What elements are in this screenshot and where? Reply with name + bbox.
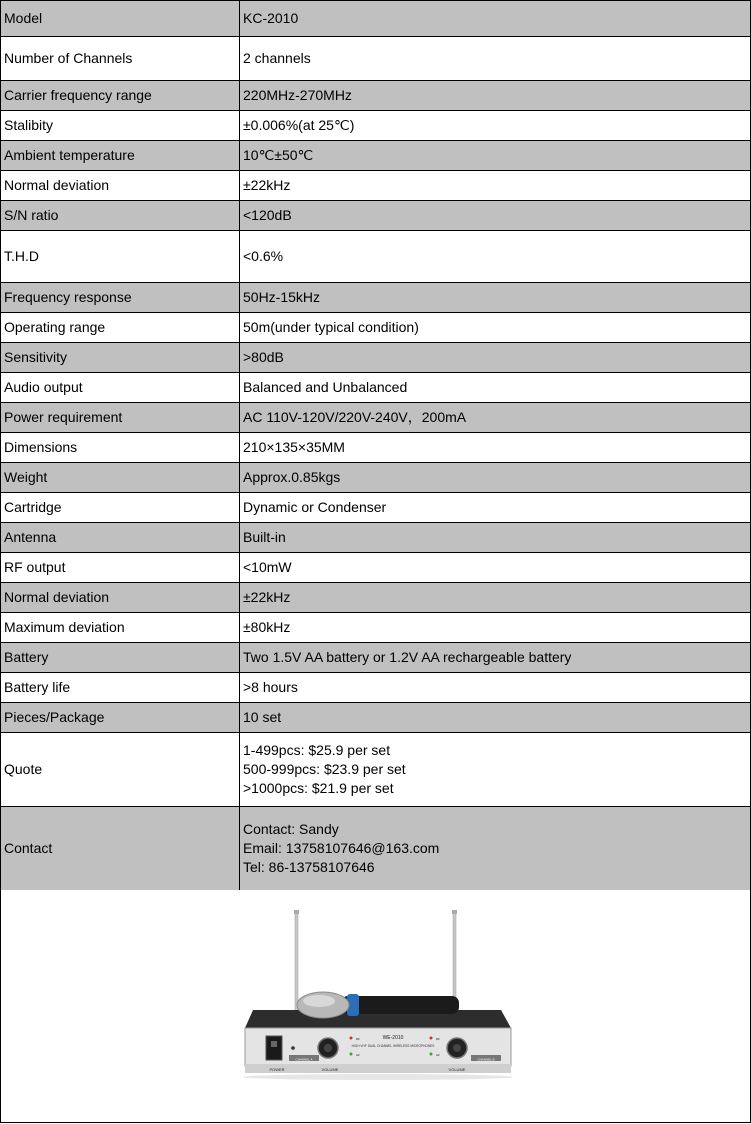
spec-value: 220MHz-270MHz	[240, 81, 751, 111]
spec-row	[1, 313, 751, 343]
spec-label: Maximum deviation	[1, 613, 240, 643]
device-rf-text-b: RF	[436, 1037, 440, 1041]
spec-row	[1, 231, 751, 283]
contact-phone: Tel: 86-13758107646	[243, 859, 375, 875]
device-volume-text-a: VOLUME	[321, 1067, 339, 1072]
quote-line: >1000pcs: $21.9 per set	[243, 780, 394, 796]
spec-value: 50m(under typical condition)	[240, 313, 751, 343]
spec-value: Built-in	[240, 523, 751, 553]
contact-value	[240, 807, 751, 891]
device-power-text: POWER	[269, 1067, 285, 1072]
channel-b-af-led	[430, 1053, 433, 1056]
spec-row	[1, 523, 751, 553]
spec-value: AC 110V-120V/220V-240V，200mA	[240, 403, 751, 433]
channel-b-rf-led	[430, 1037, 433, 1040]
device-model-text: WE-2010	[382, 1035, 404, 1041]
spec-label: Audio output	[1, 373, 240, 403]
spec-label: Battery	[1, 643, 240, 673]
receiver-illustration	[1, 890, 750, 1122]
microphone-grille-highlight	[303, 995, 335, 1007]
spec-row	[1, 703, 751, 733]
power-switch-rocker	[271, 1041, 277, 1047]
channel-a-af-led	[350, 1053, 353, 1056]
spec-value: <10mW	[240, 553, 751, 583]
spec-label: Model	[1, 1, 240, 37]
spec-label: Stalibity	[1, 111, 240, 141]
spec-row	[1, 37, 751, 81]
contact-label: Contact	[1, 807, 240, 891]
spec-label: RF output	[1, 553, 240, 583]
spec-value: >8 hours	[240, 673, 751, 703]
spec-row	[1, 171, 751, 201]
product-photo	[0, 890, 751, 1123]
spec-label: Power requirement	[1, 403, 240, 433]
spec-value: Balanced and Unbalanced	[240, 373, 751, 403]
contact-name: Contact: Sandy	[243, 821, 339, 837]
spec-row	[1, 493, 751, 523]
spec-value: 10℃±50℃	[240, 141, 751, 171]
spec-value: Two 1.5V AA battery or 1.2V AA rechargeable battery	[240, 643, 751, 673]
left-antenna-tip	[294, 910, 299, 914]
device-af-text-b: AF	[436, 1053, 440, 1057]
spec-label: Normal deviation	[1, 171, 240, 201]
device-volume-text-b: VOLUME	[448, 1067, 466, 1072]
spec-label: Antenna	[1, 523, 240, 553]
spec-row	[1, 373, 751, 403]
contact-email: Email: 13758107646@163.com	[243, 840, 440, 856]
spec-row	[1, 643, 751, 673]
spec-row	[1, 613, 751, 643]
spec-label: Carrier frequency range	[1, 81, 240, 111]
spec-value: ±0.006%(at 25℃)	[240, 111, 751, 141]
spec-label: Number of Channels	[1, 37, 240, 81]
spec-row	[1, 553, 751, 583]
spec-label: S/N ratio	[1, 201, 240, 231]
spec-label: Battery life	[1, 673, 240, 703]
device-channel-a-text: CHANNEL A	[295, 1057, 313, 1062]
spec-label: Cartridge	[1, 493, 240, 523]
spec-label: Weight	[1, 463, 240, 493]
spec-row	[1, 403, 751, 433]
device-subtitle-text: HIGH VHF DUAL CHANNEL WIRELESS MICROPHONES	[351, 1044, 435, 1048]
spec-value: 50Hz-15kHz	[240, 283, 751, 313]
spec-row	[1, 1, 751, 37]
power-indicator-icon	[291, 1046, 295, 1050]
spec-value: ±80kHz	[240, 613, 751, 643]
spec-value: ±22kHz	[240, 583, 751, 613]
quote-line: 1-499pcs: $25.9 per set	[243, 742, 391, 758]
contact-row	[1, 807, 751, 891]
spec-value: 10 set	[240, 703, 751, 733]
spec-value: Dynamic or Condenser	[240, 493, 751, 523]
quote-label: Quote	[1, 733, 240, 807]
spec-row	[1, 283, 751, 313]
spec-label: Dimensions	[1, 433, 240, 463]
right-antenna-tip	[452, 910, 457, 914]
spec-label: Frequency response	[1, 283, 240, 313]
quote-row	[1, 733, 751, 807]
spec-row	[1, 463, 751, 493]
device-rf-text-a: RF	[356, 1037, 360, 1041]
receiver-shadow	[243, 1074, 513, 1080]
receiver-label-strip	[245, 1064, 511, 1073]
spec-value: ±22kHz	[240, 171, 751, 201]
spec-value: KC-2010	[240, 1, 751, 37]
spec-value: Approx.0.85kgs	[240, 463, 751, 493]
spec-label: Normal deviation	[1, 583, 240, 613]
quote-line: 500-999pcs: $23.9 per set	[243, 761, 406, 777]
spec-row	[1, 673, 751, 703]
device-af-text-a: AF	[356, 1053, 360, 1057]
volume-knob-b-cap	[453, 1044, 461, 1052]
spec-row	[1, 111, 751, 141]
device-channel-b-text: CHANNEL B	[477, 1057, 495, 1062]
spec-label: Sensitivity	[1, 343, 240, 373]
spec-label: Operating range	[1, 313, 240, 343]
spec-row	[1, 201, 751, 231]
spec-label: Pieces/Package	[1, 703, 240, 733]
power-switch	[266, 1036, 282, 1060]
spec-label: Ambient temperature	[1, 141, 240, 171]
spec-row	[1, 343, 751, 373]
spec-label: T.H.D	[1, 231, 240, 283]
spec-row	[1, 433, 751, 463]
channel-a-rf-led	[350, 1037, 353, 1040]
spec-value: 210×135×35MM	[240, 433, 751, 463]
quote-value	[240, 733, 751, 807]
spec-row	[1, 583, 751, 613]
spec-row	[1, 81, 751, 111]
spec-value: <120dB	[240, 201, 751, 231]
spec-value: >80dB	[240, 343, 751, 373]
spec-row	[1, 141, 751, 171]
volume-knob-a-cap	[324, 1044, 332, 1052]
spec-value: <0.6%	[240, 231, 751, 283]
spec-value: 2 channels	[240, 37, 751, 81]
